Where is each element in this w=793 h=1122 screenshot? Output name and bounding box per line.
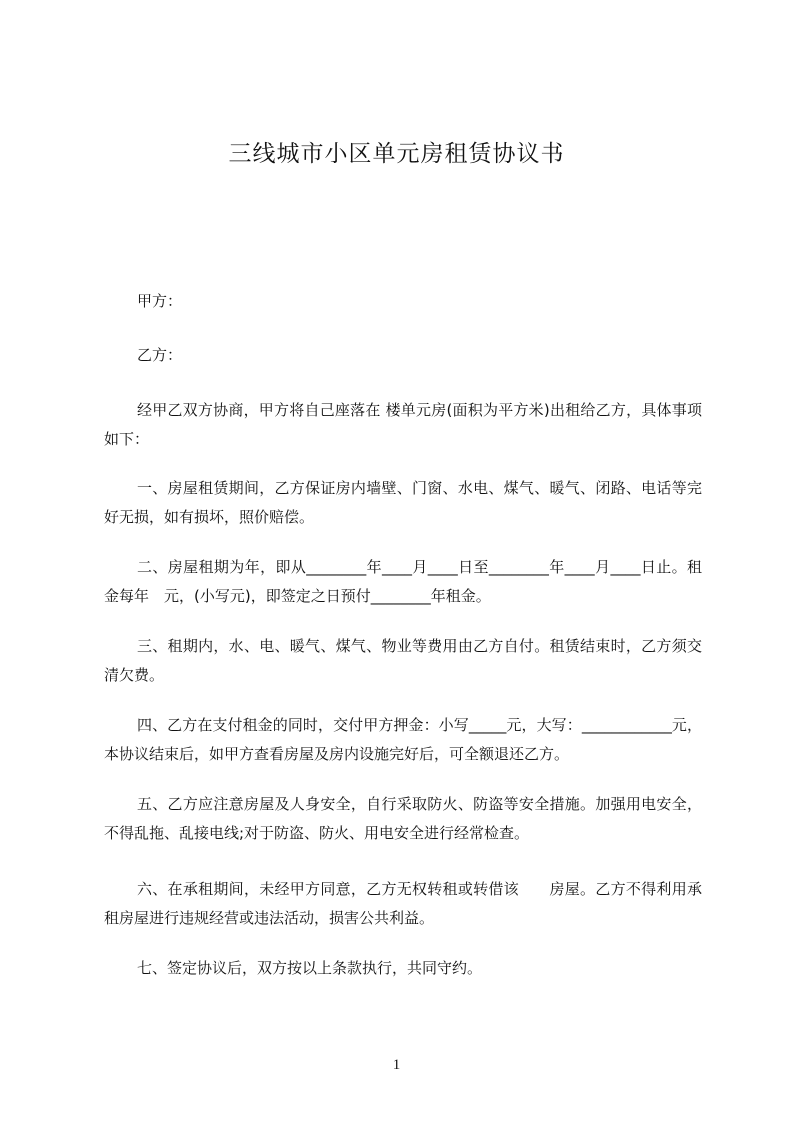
document-title: 三线城市小区单元房租赁协议书 — [228, 141, 565, 167]
party-a-label: 甲方： — [137, 292, 183, 310]
clause-1: 一、房屋租赁期间，乙方保证房内墙壁、门窗、水电、煤气、暖气、闭路、电话等完好无损，如有损坏，照价赔偿。 — [104, 479, 702, 526]
intro-paragraph: 经甲乙双方协商，甲方将自己座落在 楼单元房(面积为平方米)出租给乙方，具体事项如下： — [104, 401, 702, 448]
clause-6: 六、在承租期间，未经甲方同意，乙方无权转租或转借该 房屋。乙方不得利用承租房屋进行违规经营或违法活动，损害公共利益。 — [104, 880, 702, 927]
clause-3: 三、租期内，水、电、暖气、煤气、物业等费用由乙方自付。租赁结束时，乙方须交清欠费。 — [104, 637, 702, 684]
clause-4: 四、乙方在支付租金的同时，交付甲方押金：小写_____元，大写：____________元，本协议结束后，如甲方查看房屋及房内设施完好后，可全额退还乙方。 — [104, 716, 702, 763]
page-number: 1 — [392, 1057, 401, 1073]
clause-2: 二、房屋租期为年，即从________年____月____日至________年____月____日止。租金每年 元，(小写元)，即签定之日预付________年租金。 — [104, 558, 702, 605]
party-b-label: 乙方： — [137, 346, 183, 364]
clause-5: 五、乙方应注意房屋及人身安全，自行采取防火、防盗等安全措施。加强用电安全，不得乱拖、乱接电线;对于防盗、防火、用电安全进行经常检查。 — [104, 795, 702, 842]
clause-7: 七、签定协议后，双方按以上条款执行，共同守约。 — [137, 959, 483, 977]
